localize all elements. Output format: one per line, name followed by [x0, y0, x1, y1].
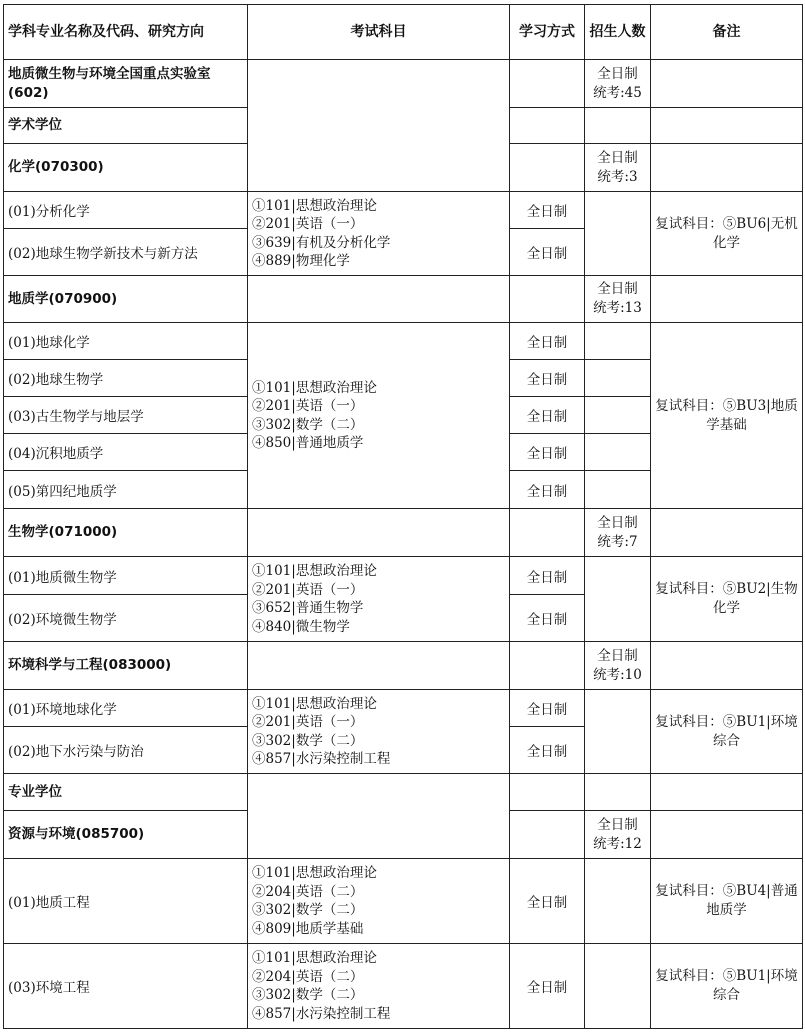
direction-name: (01)环境地球化学	[4, 690, 248, 727]
table-row	[4, 557, 803, 595]
study-mode: 全日制	[510, 859, 585, 944]
study-mode: 全日制	[510, 595, 585, 642]
degree-type: 专业学位	[4, 774, 248, 811]
note-cell-empty	[651, 144, 803, 192]
quota-cell: 全日制 统考:10	[585, 642, 651, 690]
exam-subjects: ①101|思想政治理论 ②204|英语（二） ③302|数学（二） ④809|地质学基础	[248, 859, 510, 944]
study-mode: 全日制	[510, 323, 585, 360]
quota-cell-empty	[585, 434, 651, 471]
subjects-cell-empty	[248, 642, 510, 690]
quota-cell-empty	[585, 944, 651, 1029]
quota-cell-empty	[585, 360, 651, 397]
exam-subjects: ①101|思想政治理论 ②201|英语（一） ③652|普通生物学 ④840|微生物学	[248, 557, 510, 642]
quota-cell-empty	[585, 471, 651, 509]
table-row	[4, 642, 803, 690]
quota-cell-empty	[585, 859, 651, 944]
exam-subjects: ①101|思想政治理论 ②201|英语（一） ③302|数学（二） ④850|普通地质学	[248, 323, 510, 509]
study-mode: 全日制	[510, 727, 585, 774]
table-row	[4, 509, 803, 557]
subjects-cell-empty	[248, 276, 510, 323]
exam-subjects: ①101|思想政治理论 ②201|英语（一） ③639|有机及分析化学 ④889|物理化学	[248, 192, 510, 276]
quota-cell-empty	[585, 557, 651, 642]
subjects-cell-empty	[248, 509, 510, 557]
direction-name: (03)古生物学与地层学	[4, 397, 248, 434]
table-row	[4, 323, 803, 360]
table-row	[4, 276, 803, 323]
direction-name: (05)第四纪地质学	[4, 471, 248, 509]
note-cell-empty	[651, 60, 803, 108]
direction-name: (04)沉积地质学	[4, 434, 248, 471]
quota-cell-empty	[585, 690, 651, 774]
mode-cell-empty	[510, 60, 585, 108]
mode-cell-empty	[510, 509, 585, 557]
note-cell-empty	[651, 774, 803, 811]
table-row	[4, 774, 803, 811]
study-mode: 全日制	[510, 471, 585, 509]
admissions-catalog-table	[3, 4, 803, 1029]
unit-name: 地质微生物与环境全国重点实验室(602)	[4, 60, 248, 108]
direction-name: (03)环境工程	[4, 944, 248, 1029]
header-subjects: 考试科目	[248, 5, 510, 60]
table-row	[4, 192, 803, 229]
note-cell-empty	[651, 811, 803, 859]
quota-cell: 全日制 统考:12	[585, 811, 651, 859]
note-cell-empty	[651, 276, 803, 323]
study-mode: 全日制	[510, 192, 585, 229]
direction-name: (02)环境微生物学	[4, 595, 248, 642]
mode-cell-empty	[510, 276, 585, 323]
note-cell-empty	[651, 642, 803, 690]
retest-note: 复试科目：⑤BU2|生物化学	[651, 557, 803, 642]
mode-cell-empty	[510, 642, 585, 690]
discipline-name: 化学(070300)	[4, 144, 248, 192]
subjects-cell-empty	[248, 774, 510, 859]
study-mode: 全日制	[510, 557, 585, 595]
retest-note: 复试科目：⑤BU1|环境综合	[651, 944, 803, 1029]
subjects-cell-empty	[248, 60, 510, 192]
header-mode: 学习方式	[510, 5, 585, 60]
note-cell-empty	[651, 509, 803, 557]
table-row	[4, 690, 803, 727]
direction-name: (01)地球化学	[4, 323, 248, 360]
discipline-name: 环境科学与工程(083000)	[4, 642, 248, 690]
direction-name: (01)分析化学	[4, 192, 248, 229]
retest-note: 复试科目：⑤BU1|环境综合	[651, 690, 803, 774]
study-mode: 全日制	[510, 434, 585, 471]
quota-cell: 全日制 统考:45	[585, 60, 651, 108]
quota-cell: 全日制 统考:13	[585, 276, 651, 323]
note-cell-empty	[651, 108, 803, 144]
table-row	[4, 859, 803, 944]
direction-name: (01)地质工程	[4, 859, 248, 944]
table-row	[4, 944, 803, 1029]
study-mode: 全日制	[510, 690, 585, 727]
retest-note: 复试科目：⑤BU6|无机化学	[651, 192, 803, 276]
direction-name: (01)地质微生物学	[4, 557, 248, 595]
study-mode: 全日制	[510, 360, 585, 397]
quota-cell: 全日制 统考:3	[585, 144, 651, 192]
quota-cell-empty	[585, 108, 651, 144]
mode-cell-empty	[510, 108, 585, 144]
quota-cell-empty	[585, 192, 651, 276]
header-quota: 招生人数	[585, 5, 651, 60]
table-header-row	[4, 5, 803, 60]
direction-name: (02)地球生物学新技术与新方法	[4, 229, 248, 276]
exam-subjects: ①101|思想政治理论 ②204|英语（二） ③302|数学（二） ④857|水污染控制工程	[248, 944, 510, 1029]
header-note: 备注	[651, 5, 803, 60]
quota-cell-empty	[585, 323, 651, 360]
discipline-name: 地质学(070900)	[4, 276, 248, 323]
direction-name: (02)地球生物学	[4, 360, 248, 397]
study-mode: 全日制	[510, 229, 585, 276]
discipline-name: 生物学(071000)	[4, 509, 248, 557]
table-row	[4, 60, 803, 108]
degree-type: 学术学位	[4, 108, 248, 144]
study-mode: 全日制	[510, 397, 585, 434]
direction-name: (02)地下水污染与防治	[4, 727, 248, 774]
header-major: 学科专业名称及代码、研究方向	[4, 5, 248, 60]
study-mode: 全日制	[510, 944, 585, 1029]
quota-cell-empty	[585, 774, 651, 811]
quota-cell-empty	[585, 397, 651, 434]
retest-note: 复试科目：⑤BU3|地质学基础	[651, 323, 803, 509]
quota-cell: 全日制 统考:7	[585, 509, 651, 557]
mode-cell-empty	[510, 811, 585, 859]
discipline-name: 资源与环境(085700)	[4, 811, 248, 859]
mode-cell-empty	[510, 774, 585, 811]
retest-note: 复试科目：⑤BU4|普通地质学	[651, 859, 803, 944]
exam-subjects: ①101|思想政治理论 ②201|英语（一） ③302|数学（二） ④857|水污染控制工程	[248, 690, 510, 774]
mode-cell-empty	[510, 144, 585, 192]
